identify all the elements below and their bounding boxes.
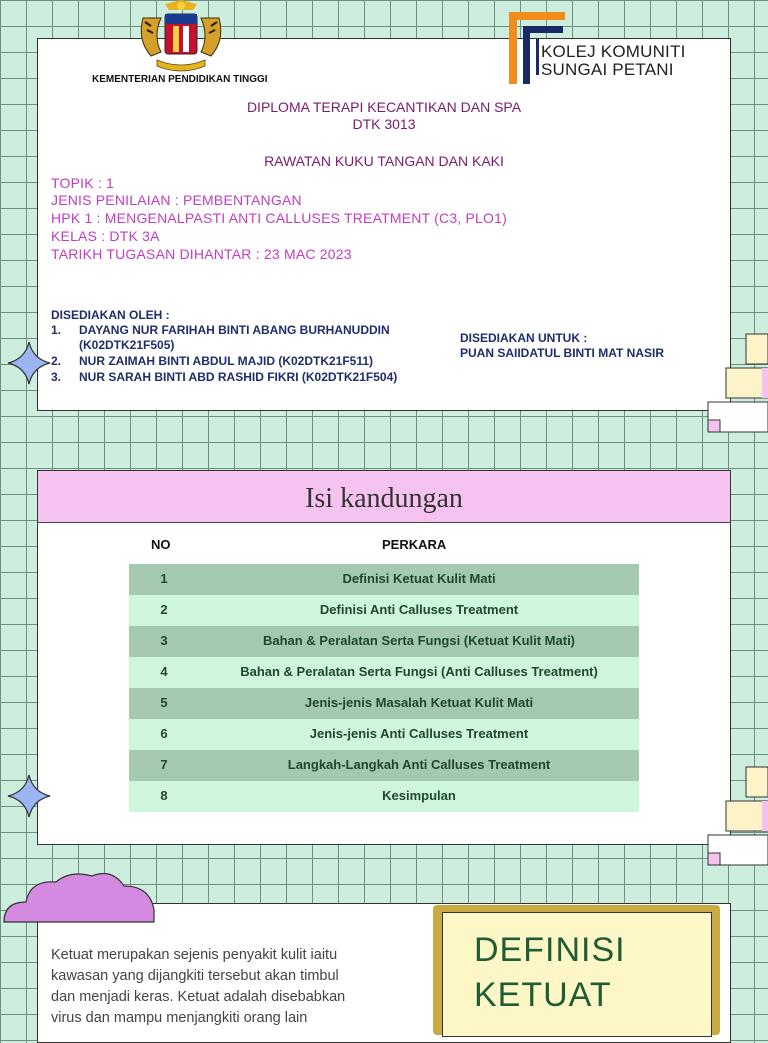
member-number: 2. (51, 354, 62, 368)
table-row (129, 564, 639, 595)
malaysia-coat-of-arms-logo (135, 0, 227, 78)
definition-title-line1: DEFINISI (474, 931, 626, 969)
row-item: Definisi Ketuat Kulit Mati (342, 571, 496, 586)
cloud-decoration (0, 866, 160, 924)
row-item: Langkah-Langkah Anti Calluses Treatment (287, 757, 551, 772)
row-item: Jenis-jenis Masalah Ketuat Kulit Mati (304, 695, 534, 710)
row-item: Bahan & Peralatan Serta Fungsi (Anti Calluses Treatment) (240, 664, 598, 679)
class-line: KELAS : DTK 3A (51, 228, 160, 244)
hpk-line: HPK 1 : MENGENALPASTI ANTI CALLUSES TREATMENT (C3, PLO1) (51, 210, 507, 226)
contents-title: Isi kandungan (305, 483, 463, 514)
paragraph-line: dan menjadi keras. Ketuat adalah disebabkan (51, 989, 346, 1005)
member-number: 3. (51, 370, 62, 384)
paragraph-line: Ketuat merupakan sejenis penyakit kulit iaitu (51, 947, 338, 963)
row-item: Bahan & Peralatan Serta Fungsi (Ketuat Kulit Mati) (262, 633, 576, 648)
member-id: (K02DTK21F505) (79, 338, 175, 352)
assessment-line: JENIS PENILAIAN : PEMBENTANGAN (51, 192, 302, 208)
college-name-line1: KOLEJ KOMUNITI (541, 42, 686, 61)
member-name: NUR SARAH BINTI ABD RASHID FIKRI (K02DTK21F504) (79, 370, 398, 384)
paragraph-line: kawasan yang dijangkiti tersebut akan timbul (51, 968, 339, 984)
definition-title-line2: KETUAT (474, 976, 612, 1014)
pastel-steps-decoration (706, 765, 768, 867)
table-row (129, 688, 639, 719)
prepared-for-label: DISEDIAKAN UNTUK : (460, 331, 588, 345)
table-row (129, 595, 639, 626)
table-row (129, 626, 639, 657)
lecturer-name: PUAN SAIIDATUL BINTI MAT NASIR (460, 346, 664, 360)
row-number: 7 (160, 757, 168, 772)
topic-line: TOPIK : 1 (51, 175, 115, 191)
sparkle-icon (6, 340, 52, 386)
row-item: Kesimpulan (382, 788, 456, 803)
row-number: 8 (160, 788, 168, 803)
row-item: Definisi Anti Calluses Treatment (319, 602, 519, 617)
row-number: 4 (160, 664, 168, 679)
college-name-line2: SUNGAI PETANI (541, 60, 674, 79)
table-row (129, 657, 639, 688)
member-name: DAYANG NUR FARIHAH BINTI ABANG BURHANUDDIN (79, 323, 390, 337)
definition-paragraph (51, 945, 411, 1029)
row-number: 2 (160, 602, 168, 617)
row-number: 1 (160, 571, 168, 586)
definition-title (474, 928, 626, 1018)
prepared-by-label: DISEDIAKAN OLEH : (51, 308, 170, 322)
program-title: DIPLOMA TERAPI KECANTIKAN DAN SPA (246, 99, 522, 115)
member-name: NUR ZAIMAH BINTI ABDUL MAJID (K02DTK21F511) (79, 354, 374, 368)
member-number: 1. (51, 323, 62, 337)
paragraph-line: virus dan mampu menjangkiti orang lain (51, 1010, 308, 1026)
date-line: TARIKH TUGASAN DIHANTAR : 23 MAC 2023 (51, 246, 352, 262)
course-title: RAWATAN KUKU TANGAN DAN KAKI (264, 153, 504, 169)
row-number: 6 (160, 726, 168, 741)
row-item: Jenis-jenis Anti Calluses Treatment (309, 726, 529, 741)
row-number: 3 (160, 633, 168, 648)
table-row (129, 719, 639, 750)
column-header-no: NO (151, 537, 171, 552)
pastel-steps-decoration (706, 332, 768, 434)
row-number: 5 (160, 695, 168, 710)
course-code: DTK 3013 (352, 116, 416, 132)
table-row (129, 750, 639, 781)
ministry-name: KEMENTERIAN PENDIDIKAN TINGGI (92, 74, 268, 85)
table-row (129, 781, 639, 812)
column-header-item: PERKARA (382, 537, 447, 552)
sparkle-icon (6, 773, 52, 819)
